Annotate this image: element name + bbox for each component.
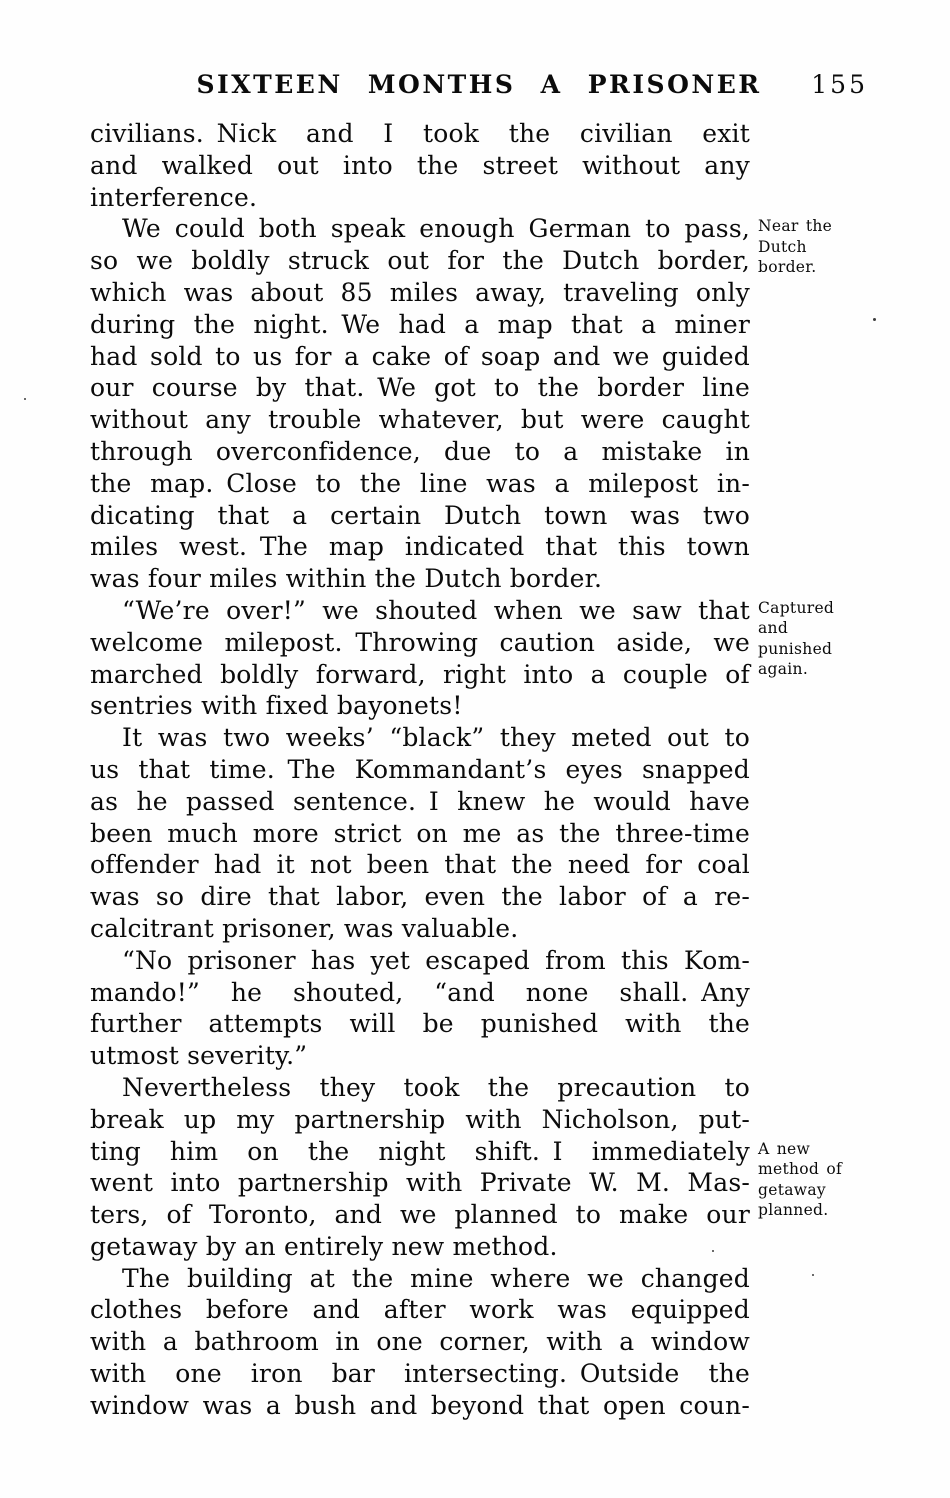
text-line: miles west. The map indicated that this town — [90, 532, 750, 562]
text-line: Nevertheless they took the precaution to — [122, 1072, 750, 1102]
text-line: marched boldly forward, right into a couple of — [90, 659, 750, 689]
text-line: civilians. Nick and I took the civilian exit — [90, 119, 750, 148]
text-line: ting him on the night shift. I immediately — [90, 1136, 750, 1166]
body-text-block — [90, 118, 843, 1422]
margin-note-line: A new — [758, 1139, 811, 1158]
text-line: us that time. The Kommandant’s eyes snapped — [90, 754, 750, 784]
text-line: without any trouble whatever, but were caught — [90, 405, 750, 435]
text-line: went into partnership with Private W. M. Mas- — [90, 1168, 750, 1198]
margin-note-line: Captured — [758, 598, 835, 617]
text-line: It was two weeks’ “black” they meted out to — [122, 723, 750, 753]
text-line: with one iron bar intersecting. Outside the — [90, 1359, 750, 1389]
margin-note-line: and — [758, 619, 789, 638]
margin-note-line: punished — [758, 639, 833, 658]
text-line: calcitrant prisoner, was valuable. — [90, 913, 519, 943]
scan-speck — [812, 1274, 814, 1276]
text-line: “We’re over!” we shouted when we saw that — [122, 595, 750, 625]
margin-note — [758, 598, 898, 680]
running-title: SIXTEEN MONTHS A PRISONER — [196, 70, 762, 99]
text-line: interference. — [90, 182, 258, 212]
margin-note-line: method of — [758, 1160, 843, 1178]
text-line: was four miles within the Dutch border. — [90, 564, 603, 594]
scan-speck — [24, 398, 26, 400]
paragraph — [90, 722, 750, 945]
text-line: had sold to us for a cake of soap and we guided — [90, 341, 750, 371]
margin-note-line: planned. — [758, 1201, 829, 1219]
text-line: welcome milepost. Throwing caution aside, we — [90, 627, 750, 657]
running-head — [90, 70, 868, 102]
text-line: which was about 85 miles away, traveling only — [90, 277, 750, 307]
text-line: getaway by an entirely new method. — [90, 1231, 558, 1261]
paragraph — [90, 595, 835, 722]
text-line: so we boldly struck out for the Dutch border, — [90, 246, 750, 276]
margin-note — [758, 1139, 898, 1221]
text-line: utmost severity.” — [90, 1041, 308, 1071]
margin-note — [758, 216, 898, 278]
text-line: break up my partnership with Nicholson, put- — [90, 1104, 750, 1134]
text-line: been much more strict on me as the three-time — [90, 818, 750, 848]
text-line: through overconfidence, due to a mistake in — [90, 436, 750, 466]
text-line: The building at the mine where we changed — [122, 1263, 750, 1293]
text-line: mando!” he shouted, “and none shall. Any — [90, 977, 750, 1007]
text-line: dicating that a certain Dutch town was two — [90, 500, 750, 530]
scan-speck — [712, 1250, 714, 1252]
paragraph — [90, 945, 750, 1072]
text-line: offender had it not been that the need for coal — [90, 850, 750, 880]
margin-note-line: again. — [758, 660, 809, 679]
margin-note-line: getaway — [758, 1180, 826, 1199]
text-line: We could both speak enough German to pass, — [122, 214, 750, 244]
paragraph — [90, 1072, 843, 1263]
scan-speck — [873, 318, 876, 321]
text-line: further attempts will be punished with the — [90, 1009, 750, 1039]
text-line: “No prisoner has yet escaped from this Kom- — [122, 945, 750, 975]
margin-note-line: Near the — [758, 217, 833, 236]
text-line: and walked out into the street without any — [90, 150, 750, 180]
text-line: clothes before and after work was equipped — [90, 1295, 750, 1325]
paragraph — [90, 213, 833, 595]
text-line: sentries with fixed bayonets! — [90, 691, 463, 721]
page-number: 155 — [811, 70, 868, 99]
text-line: the map. Close to the line was a milepost in- — [90, 468, 750, 498]
text-line: as he passed sentence. I knew he would have — [90, 786, 750, 816]
text-line: with a bathroom in one corner, with a window — [90, 1327, 750, 1357]
text-line: window was a bush and beyond that open coun- — [90, 1390, 750, 1420]
text-line: our course by that. We got to the border line — [90, 373, 750, 403]
margin-note-line: Dutch — [758, 237, 807, 256]
text-line: was so dire that labor, even the labor of a re- — [90, 882, 750, 912]
paragraph — [90, 1263, 750, 1422]
text-line: ters, of Toronto, and we planned to make our — [90, 1200, 750, 1230]
text-line: during the night. We had a map that a miner — [90, 309, 750, 339]
paragraph — [90, 118, 750, 213]
margin-note-line: border. — [758, 258, 817, 277]
